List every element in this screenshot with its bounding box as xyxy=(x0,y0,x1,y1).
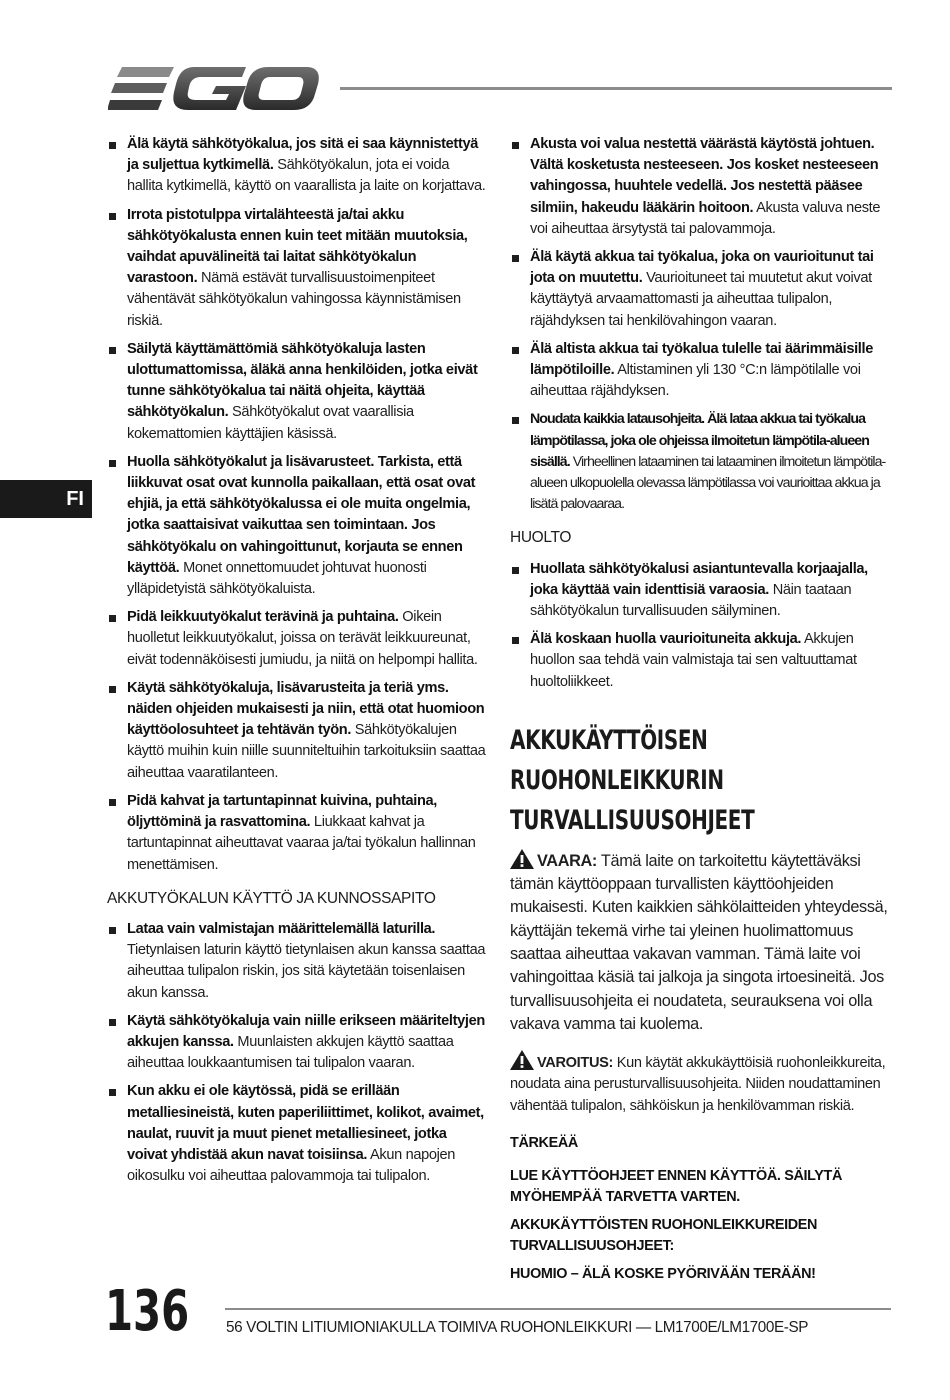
bullet-icon xyxy=(109,1089,116,1096)
important-heading: TÄRKEÄÄ xyxy=(510,1134,578,1151)
bullet-icon xyxy=(109,686,116,693)
list-item: Älä käytä akkua tai työkalua, joka on vaurioitunut tai jota on muutettu. Vaurioituneet tai muutetut akut voivat käyttäytyä arvaamattomasti ja aiheuttaa tulipalon, räjähdyksen tai henkilövahingon vaaran. xyxy=(510,247,895,332)
section-title: AKKUKÄYTTÖISEN RUOHONLEIKKURIN TURVALLISUUSOHJEET xyxy=(510,724,755,836)
list-item: Älä koskaan huolla vaurioituneita akkuja. Akkujen huollon saa tehdä vain valmistaja tai sen valtuuttamat huoltoliikkeet. xyxy=(510,629,895,693)
warning-triangle-icon xyxy=(510,1050,534,1070)
header-rule xyxy=(340,87,892,90)
footer-title: 56 VOLTIN LITIUMIONIAKULLA TOIMIVA RUOHONLEIKKURI — LM1700E/LM1700E-SP xyxy=(226,1319,809,1336)
ego-logo xyxy=(108,66,320,112)
list-item: Huolla sähkötyökalut ja lisävarusteet. Tarkista, että liikkuvat osat ovat kunnolla paikallaan, että osat ovat ehjiä, ja että sähkötyökalussa ei ole muita ongelmia, jotka saattaisivat vaikuttaa sen toimintaan. Jos sähkötyökalu on vahingoittunut, korjauta se ennen käyttöä. Monet onnettomuudet johtuvat huonosti ylläpidetyistä sähkötyökaluista. xyxy=(107,452,487,600)
bullet-icon xyxy=(512,417,519,424)
bullet-icon xyxy=(512,142,519,149)
list-item: Irrota pistotulppa virtalähteestä ja/tai akku sähkötyökalusta ennen kuin teet mitään muutoksia, vaihdat apuvälineitä tai laitat sähkötyökalun varastoon. Nämä estävät turvallisuustoimenpiteet vähentävät sähkötyökalun vahingossa käynnistämisen riskiä. xyxy=(107,205,487,332)
left-column xyxy=(107,134,487,1194)
warning-notice: VAROITUS: Kun käytät akkukäyttöisiä ruohonleikkureita, noudata aina perusturvallisuusohjeita. Niiden noudattaminen vähentää tulipalon, sähköiskun ja henkilövamman riskiä. xyxy=(510,1050,895,1117)
bullet-icon xyxy=(109,927,116,934)
bullet-icon xyxy=(512,347,519,354)
bullet-icon xyxy=(512,567,519,574)
warning-triangle-icon xyxy=(510,849,534,869)
list-item: Lataa vain valmistajan määrittelemällä laturilla. Tietynlaisen laturin käyttö tietynlaisen akun kanssa saattaa aiheuttaa tulipalon riskin, jos sitä käytetään toisenlaisen akun kanssa. xyxy=(107,919,487,1004)
list-item: Pidä kahvat ja tartuntapinnat kuivina, puhtaina, öljyttöminä ja rasvattomina. Liukkaat kahvat ja tartuntapinnat aiheuttavat vaaraa ja/tai työkalun hallinnan menettämisen. xyxy=(107,791,487,876)
section-heading: AKKUTYÖKALUN KÄYTTÖ JA KUNNOSSAPITO xyxy=(107,889,436,907)
list-item: Huollata sähkötyökalusi asiantuntevalla korjaajalla, joka käyttää vain identtisiä varaosia. Näin taataan sähkötyökalun turvallisuuden säilyminen. xyxy=(510,559,895,623)
list-item: Älä altista akkua tai työkalua tulelle tai äärimmäisille lämpötiloille. Altistaminen yli 130 °C:n lämpötilalle voi aiheuttaa räjähdyksen. xyxy=(510,339,895,403)
bullet-icon xyxy=(109,347,116,354)
bullet-icon xyxy=(109,213,116,220)
bullet-icon xyxy=(109,615,116,622)
list-item: Älä käytä sähkötyökalua, jos sitä ei saa käynnistettyä ja suljettua kytkimellä. Sähkötyökalun, jota ei voida hallita kytkimellä, käyttö on vaarallista ja laite on korjattava. xyxy=(107,134,487,198)
section-heading: HUOLTO xyxy=(510,529,572,547)
list-item: Akusta voi valua nestettä väärästä käytöstä johtuen. Vältä kosketusta nesteeseen. Jos kosket nesteeseen vahingossa, huuhtele vedellä. Jos nestettä pääsee silmiin, hakeudu lääkärin hoitoon. Akusta valuva neste voi aiheuttaa ärsytystä tai palovammoja. xyxy=(510,134,895,240)
caps-instruction: LUE KÄYTTÖOHJEET ENNEN KÄYTTÖÄ. SÄILYTÄ MYÖHEMPÄÄ TARVETTA VARTEN. xyxy=(510,1167,843,1205)
list-item: Kun akku ei ole käytössä, pidä se erillään metalliesineistä, kuten paperiliittimet, kolikot, avaimet, naulat, ruuvit ja muut pienet metalliesineet, jotka voivat yhdistää akun navat toisiinsa. Akun napojen oikosulku voi aiheuttaa palovammoja tai tulipalon. xyxy=(107,1081,487,1187)
right-column xyxy=(510,134,895,1292)
bullet-icon xyxy=(109,142,116,149)
list-item: Noudata kaikkia latausohjeita. Älä lataa akkua tai työkalua lämpötilassa, joka ole ohjeissa ilmoitetun lämpötila-alueen sisällä. Virheellinen lataaminen tai lataaminen ilmoitetun lämpötila-alueen ulkopuolella olevassa lämpötilassa voi vaurioittaa akkua ja lisätä palovaaraa. xyxy=(510,409,895,515)
bullet-icon xyxy=(512,255,519,262)
danger-notice: VAARA: Tämä laite on tarkoitettu käytettäväksi tämän käyttöoppaan turvallisten käyttöohjeiden mukaisesti. Kuten kaikkien sähkölaitteiden yhteydessä, käyttäjän tekemä virhe tai yleinen huolimattomuus saattaa aiheuttaa vakavan vamman. Tämä laite voi vahingoittaa käsiä tai jalkoja ja singota irtoesineitä. Jos turvallisuusohjeita ei noudateta, seurauksena voi olla vakava vamma tai kuolema. xyxy=(510,849,895,1036)
caps-instruction: HUOMIO – ÄLÄ KOSKE PYÖRIVÄÄN TERÄÄN! xyxy=(510,1265,816,1282)
list-item: Säilytä käyttämättömiä sähkötyökaluja lasten ulottumattomissa, äläkä anna henkilöiden, jotka eivät tunne sähkötyökalua tai näitä ohjeita, käyttää sähkötyökalun. Sähkötyökalut ovat vaarallisia kokemattomien käyttäjien käsissä. xyxy=(107,339,487,445)
list-item: Käytä sähkötyökaluja, lisävarusteita ja teriä yms. näiden ohjeiden mukaisesti ja niin, että otat huomioon käyttöolosuhteet ja tehtävän työn. Sähkötyökalujen käyttö muihin kuin niille suunniteltuihin tarkoituksiin saattaa aiheuttaa vaaratilanteen. xyxy=(107,678,487,784)
list-item: Pidä leikkuutyökalut terävinä ja puhtaina. Oikein huolletut leikkuutyökalut, joissa on terävät leikkuureunat, eivät todennäköisesti jumiudu, ja niitä on helpompi hallita. xyxy=(107,607,487,671)
bullet-icon xyxy=(109,460,116,467)
caps-instruction: AKKUKÄYTTÖISTEN RUOHONLEIKKUREIDEN TURVALLISUUSOHJEET: xyxy=(510,1216,818,1254)
bullet-icon xyxy=(109,799,116,806)
page-number: 136 xyxy=(105,1279,190,1344)
bullet-icon xyxy=(512,637,519,644)
language-tab: FI xyxy=(0,480,92,518)
list-item: Käytä sähkötyökaluja vain niille erikseen määriteltyjen akkujen kanssa. Muunlaisten akkujen käyttö saattaa aiheuttaa loukkaantumisen tai tulipalon vaaran. xyxy=(107,1011,487,1075)
footer-rule xyxy=(225,1308,891,1310)
bullet-icon xyxy=(109,1019,116,1026)
